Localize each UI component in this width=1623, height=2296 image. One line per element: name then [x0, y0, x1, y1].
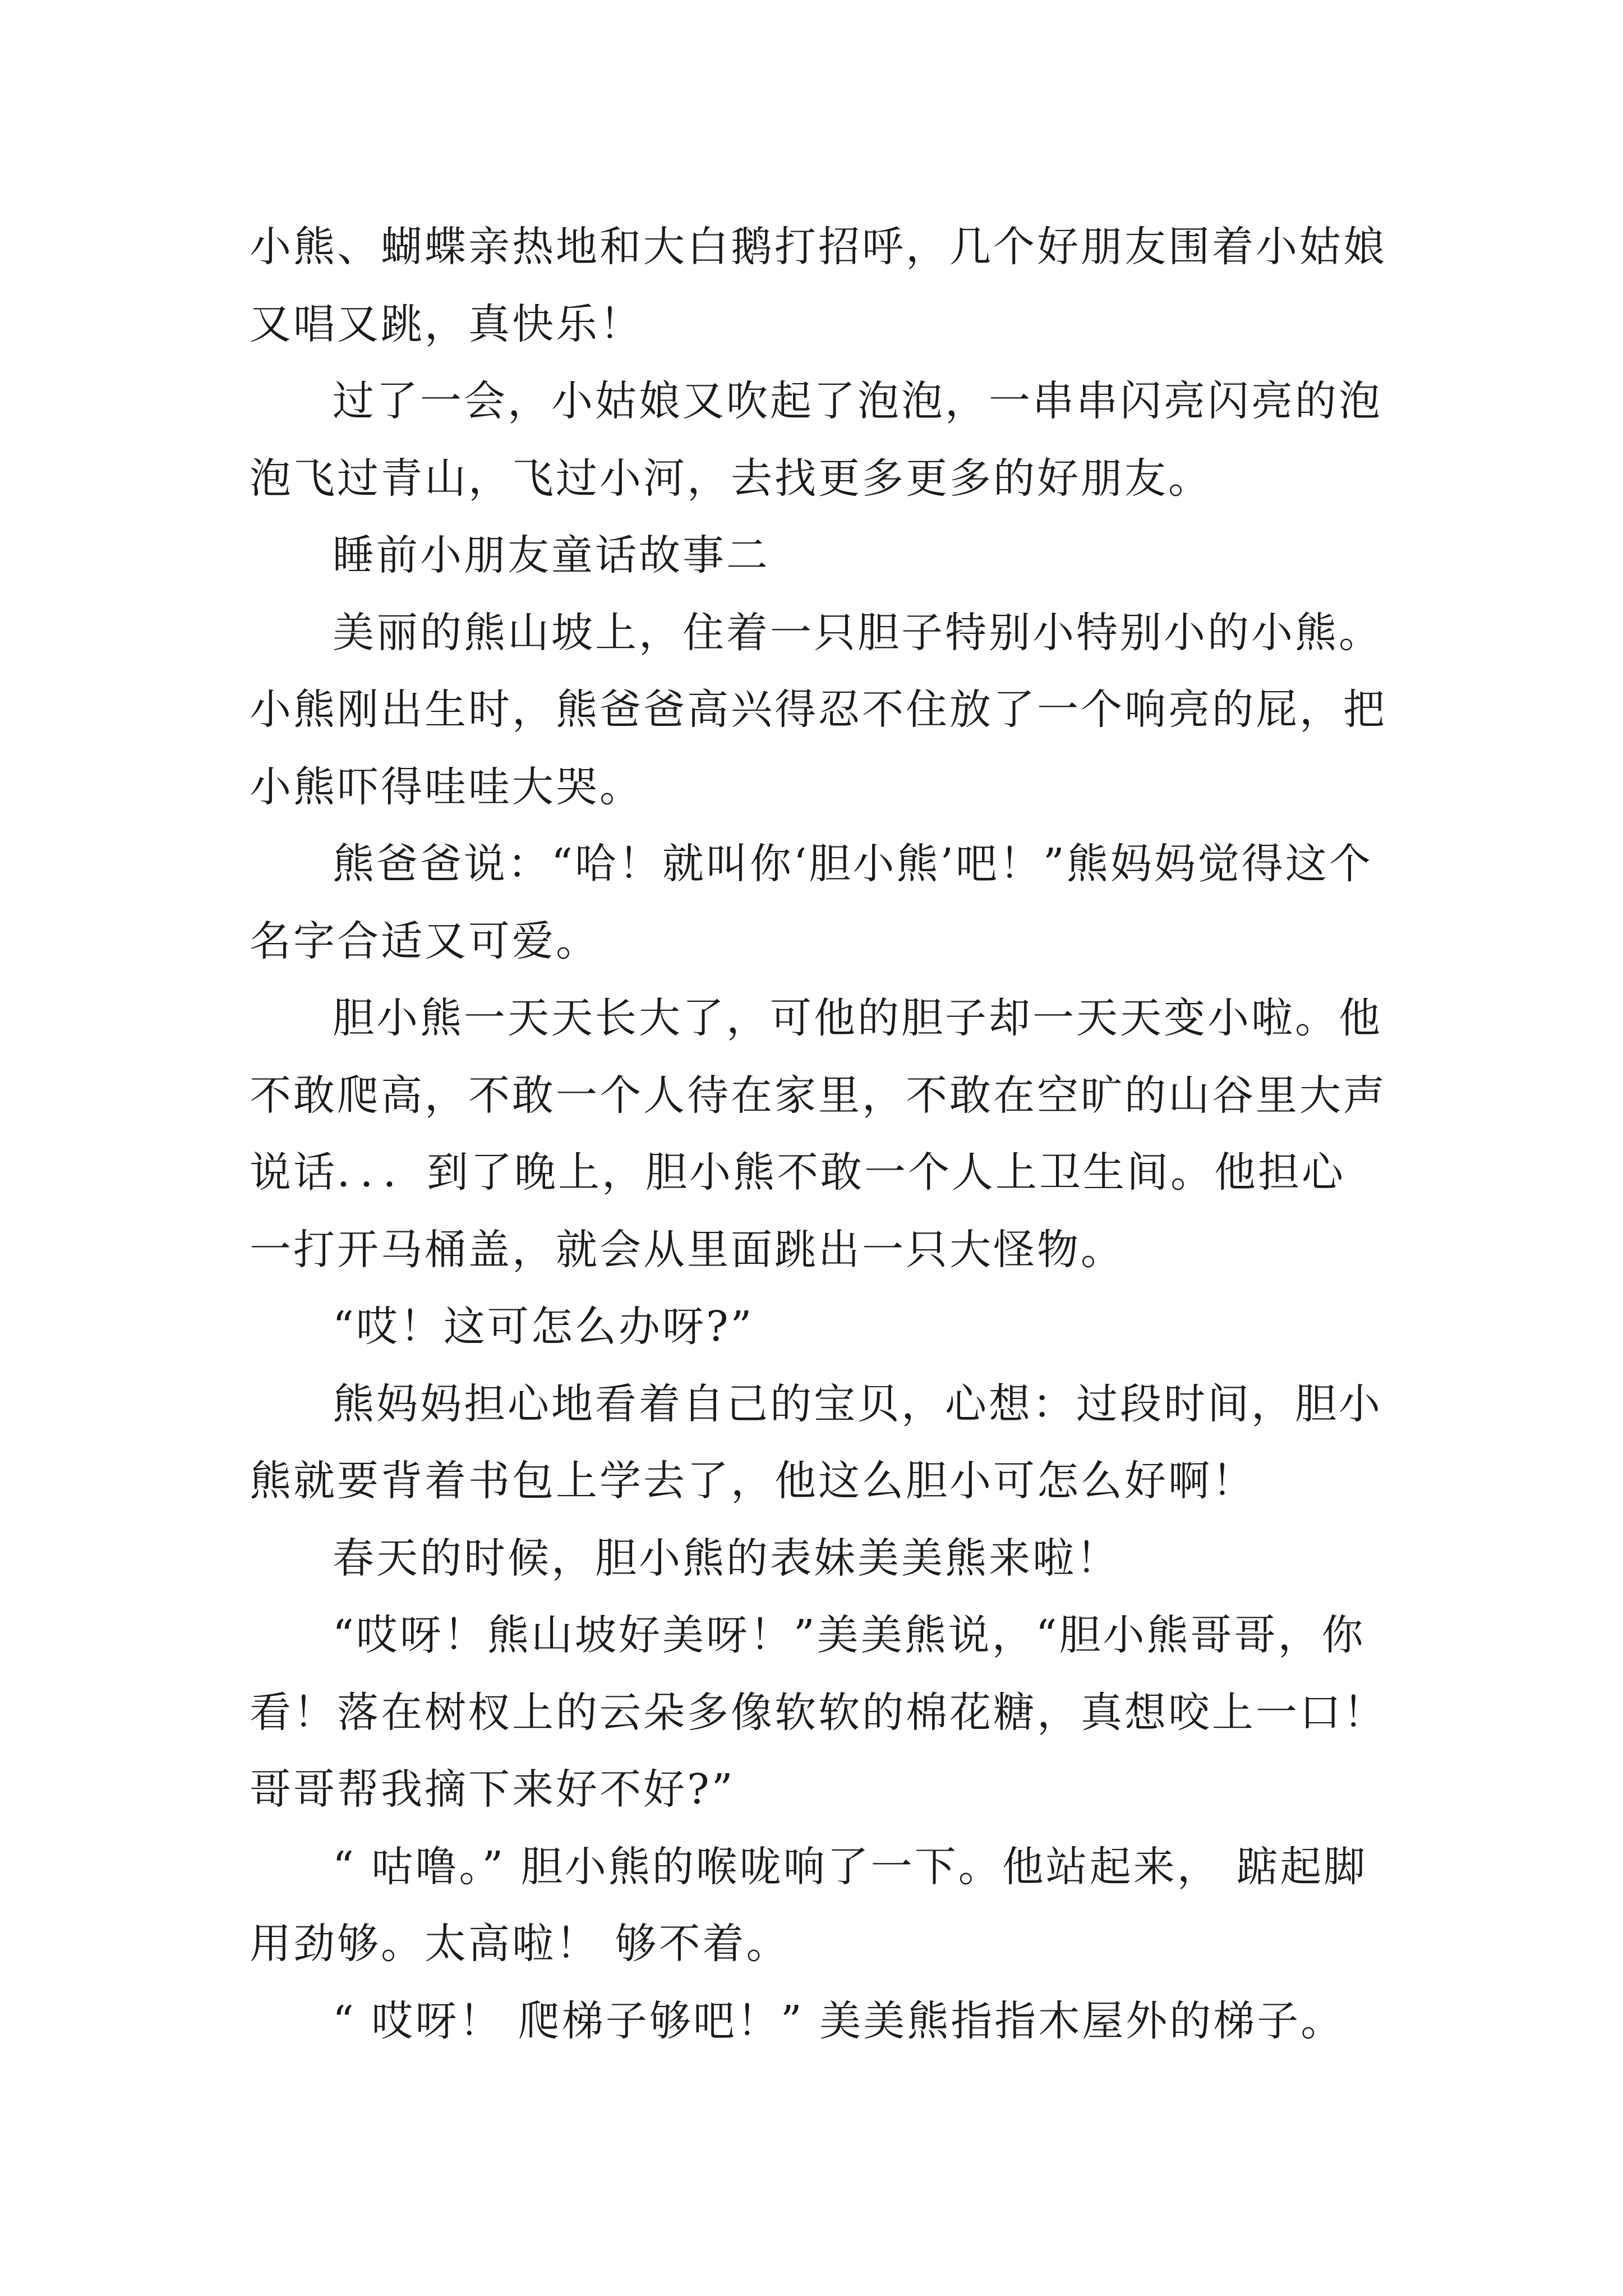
paragraph-5: 胆小熊一天天长大了，可他的胆子却一天天变小啦。他不敢爬高，不敢一个人待在家里，不敢在空旷的山谷里大声说话．．．到了晚上，胆小熊不敢一个人上卫生间。他担心一打开马桶盖，就会从里面跳出一只大怪物。	[250, 994, 1387, 1274]
story-heading: 睡前小朋友童话故事二	[333, 531, 770, 579]
paragraph-9: “哎呀！熊山坡好美呀！”美美熊说，“胆小熊哥哥，你看！落在树杈上的云朵多像软软的棉花糖，真想咬上一口！哥哥帮我摘下来好不好?”	[250, 1611, 1387, 1814]
paragraph-1: 小熊、蝴蝶亲热地和大白鹅打招呼，几个好朋友围着小姑娘又唱又跳，真快乐！	[250, 223, 1387, 348]
paragraph-7: 熊妈妈担心地看着自己的宝贝，心想：过段时间，胆小熊就要背着书包上学去了，他这么胆小可怎么好啊！	[250, 1379, 1382, 1505]
paragraph-2: 过了一会，小姑娘又吹起了泡泡，一串串闪亮闪亮的泡泡飞过青山，飞过小河，去找更多更多的好朋友。	[250, 377, 1382, 503]
paragraph-8: 春天的时候，胆小熊的表妹美美熊来啦！	[333, 1534, 1120, 1582]
paragraph-10: “ 咕噜。” 胆小熊的喉咙响了一下。他站起来， 踮起脚用劲够。太高啦！ 够不着。	[250, 1842, 1368, 1968]
paragraph-11: “ 哎呀！ 爬梯子够吧！” 美美熊指指木屋外的梯子。	[333, 1996, 1345, 2045]
paragraph-6: “哎！这可怎么办呀?”	[333, 1303, 754, 1351]
paragraph-3: 美丽的熊山坡上，住着一只胆子特别小特别小的小熊。小熊刚出生时，熊爸爸高兴得忍不住放了一个响亮的屁，把小熊吓得哇哇大哭。	[250, 608, 1387, 811]
story-text	[250, 209, 1388, 2060]
paragraph-4: 熊爸爸说：“哈！就叫你‘胆小熊’吧！”熊妈妈觉得这个名字合适又可爱。	[250, 840, 1373, 965]
